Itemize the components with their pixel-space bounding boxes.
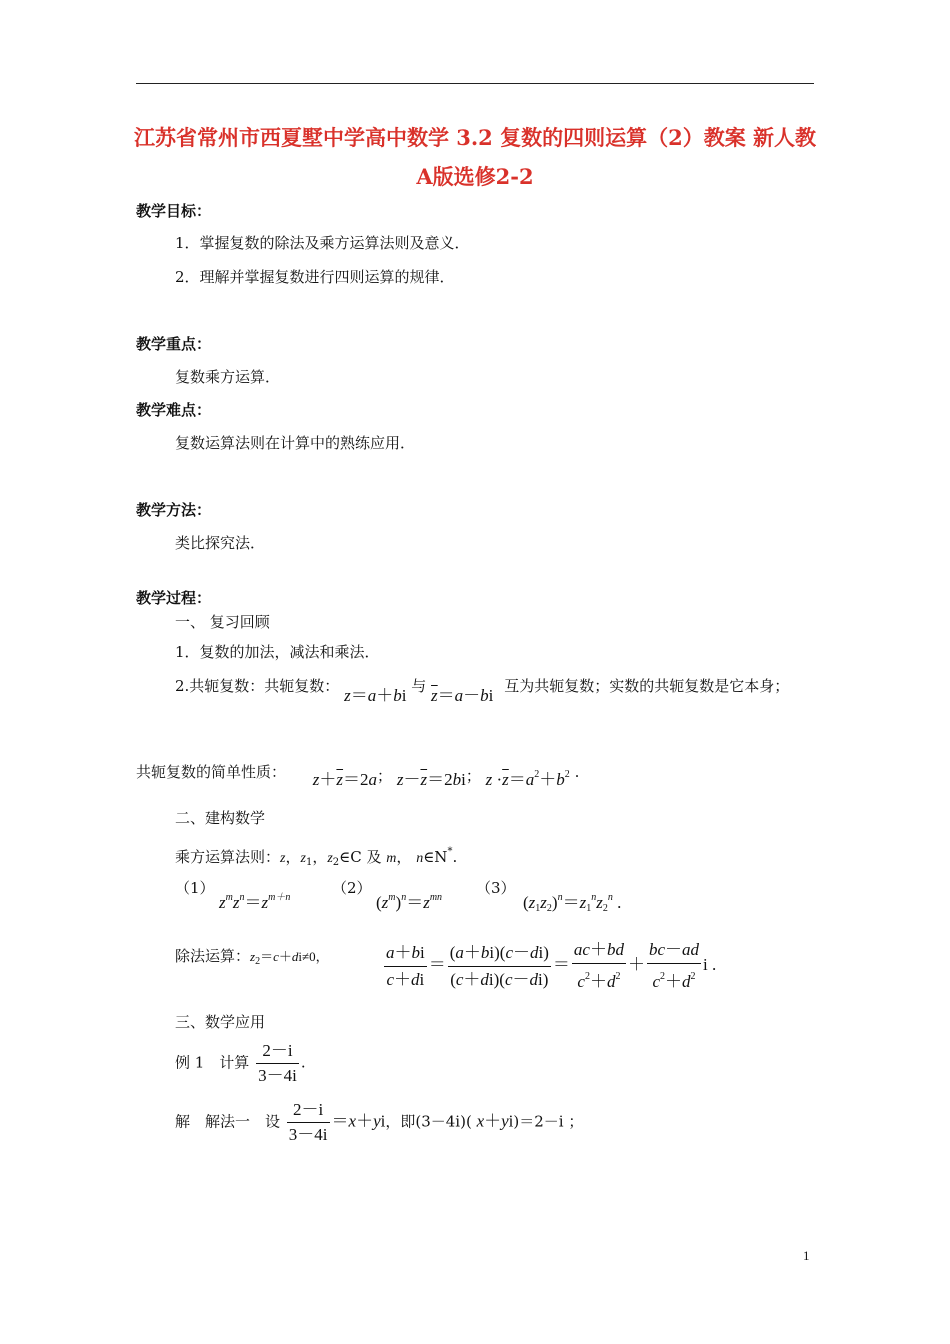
page-number: 1 xyxy=(803,1248,810,1263)
difficulty-heading: 教学难点： xyxy=(136,401,212,419)
section-review: 一、 复习回顾 xyxy=(175,613,270,631)
key-point-text: 复数乘方运算． xyxy=(175,368,281,386)
power-set-c: ∈C 及 xyxy=(339,848,382,866)
key-point-heading: 教学重点： xyxy=(136,335,212,353)
power-rule-1: $z^mz^n=z^{m+n}$ xyxy=(219,892,291,912)
property-diff: $z-\overline{z}=2bi$ xyxy=(396,770,466,789)
property-sum: $z+\overline{z}=2a$ xyxy=(312,770,378,789)
conjugate-line xyxy=(175,676,790,705)
section-application: 三、数学应用 xyxy=(175,1013,266,1031)
power-rule-2: $(z^m)^n=z^{mn}$ xyxy=(376,892,443,912)
properties-label: 共轭复数的简单性质： xyxy=(136,763,287,781)
power-set-n: ∈N xyxy=(423,848,448,866)
section-construct: 二、建构数学 xyxy=(175,809,266,827)
conjugate-end: 互为共轭复数；实数的共轭复数是它本身； xyxy=(504,677,790,695)
review-item-1: 1．复数的加法，减法和乘法． xyxy=(175,643,380,661)
objective-item-2: 2．理解并掌握复数进行四则运算的规律． xyxy=(175,268,455,286)
solution-label: 解 解法一 设 xyxy=(175,1112,281,1131)
power-rule-label: 乘方运算法则： xyxy=(175,848,281,866)
difficulty-text: 复数运算法则在计算中的熟练应用． xyxy=(175,434,416,452)
header-rule xyxy=(136,83,814,84)
method-heading: 教学方法： xyxy=(136,501,212,519)
solution-end: )＝2－i ； xyxy=(513,1112,584,1131)
conjugate-formula-1: z＝a＋bi xyxy=(344,686,407,705)
example-1: 例 1 计算 $\frac{2-i}{3-4i}$ . xyxy=(175,1041,306,1085)
division-line: 除法运算：$z_2=c+di\ne 0$， xyxy=(175,947,329,967)
document-title: 江苏省常州市西夏墅中学高中数学 3.2 复数的四则运算（2）教案 新人教A版选修2-2 xyxy=(133,125,817,189)
power-rule-3: $(z_1z_2)^n=z_1^nz_2^n$ . xyxy=(523,892,622,914)
power-rule-1-label: （1） xyxy=(175,879,215,897)
method-text: 类比探究法． xyxy=(175,534,266,552)
division-formula: $\frac{a+bi}{c+di}$ ＝ $\frac{(a+bi)(c-di)}{(c+di)(c-di)}$ ＝ $\frac{ac+bd}{c^2+d^2}$ ＋ $\frac{bc-ad}{c^2+d^2}$ i . xyxy=(386,940,717,991)
example-1-label: 例 1 计算 xyxy=(175,1053,250,1072)
conjugate-label: 2.共轭复数：共轭复数： xyxy=(175,677,340,695)
conjugate-and: 与 xyxy=(411,677,427,695)
objective-item-1: 1．掌握复数的除法及乘方运算法则及意义． xyxy=(175,234,470,252)
solution-text: ，即(3－4i)( xyxy=(385,1112,477,1131)
process-heading: 教学过程： xyxy=(136,589,212,607)
power-rule-2-label: （2） xyxy=(332,879,372,897)
conjugate-properties-line: 共轭复数的简单性质： $z+\overline{z}=2a$； $z-\overline{z}=2bi$； $z \cdot\overline{z}=a^2+b^2$ . xyxy=(136,763,580,789)
solution-line: 解 解法一 设 $\frac{2-i}{3-4i}$ ＝x＋yi，即(3－4i)( x＋yi)＝2－i ； xyxy=(175,1100,584,1144)
conjugate-formula-2: $\overline{z}=a-bi$ xyxy=(431,686,494,705)
property-product: $z \cdot\overline{z}=a^2+b^2$ xyxy=(485,769,570,789)
power-rule-3-label: （3） xyxy=(476,879,516,897)
power-rule-line: 乘方运算法则：z，$z_1$，$z_2\in C$ 及 m， n∈N*. xyxy=(175,846,458,868)
objectives-heading: 教学目标： xyxy=(136,202,212,220)
division-label: 除法运算： xyxy=(175,947,251,965)
